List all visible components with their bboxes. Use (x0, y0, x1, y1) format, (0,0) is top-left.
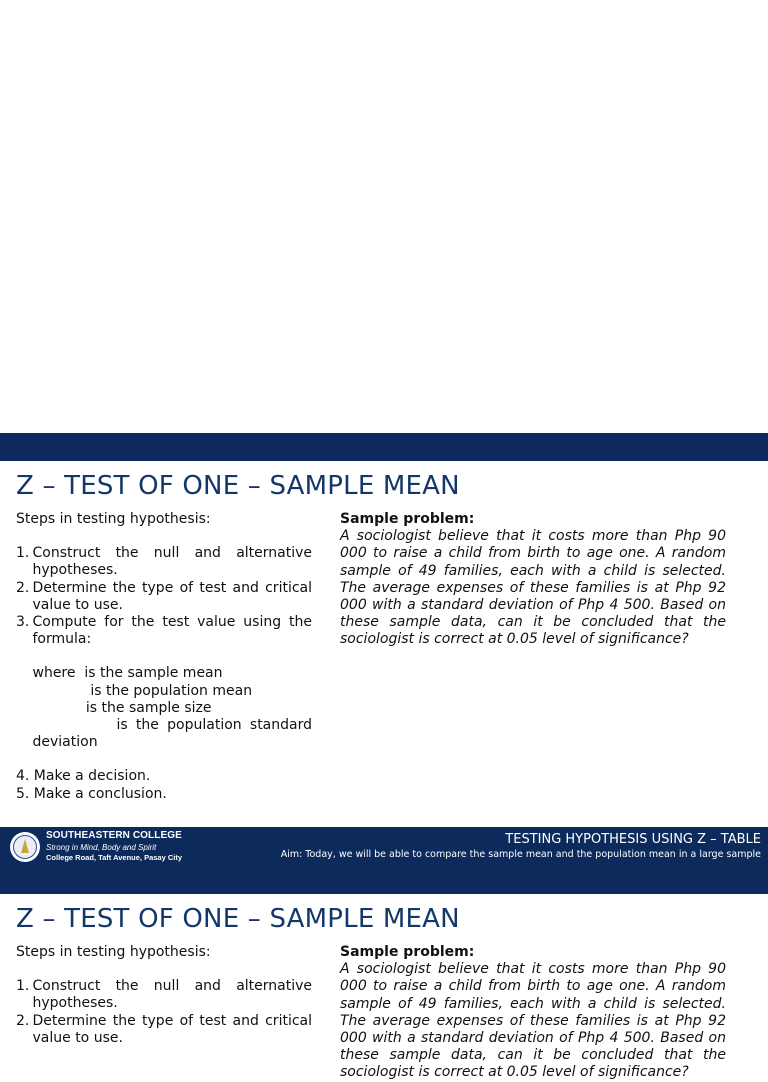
sample-problem (340, 944, 726, 1082)
slide-title: Z – TEST OF ONE – SAMPLE MEAN (16, 471, 460, 501)
college-motto: Strong in Mind, Body and Spirit (46, 843, 157, 852)
steps-intro: Steps in testing hypothesis: (16, 944, 211, 960)
where-line: is the population standard deviation (32, 717, 312, 751)
final-steps (16, 768, 312, 802)
steps-column (16, 944, 312, 1047)
lesson-aim: Aim: Today, we will be able to compare the sample mean and the population mean in a large sample (280, 849, 761, 860)
step-item: 5. Make a conclusion. (16, 785, 167, 802)
lesson-topic: TESTING HYPOTHESIS USING Z – TABLE (505, 832, 761, 847)
step-item: 1. Construct the null and alternative hypotheses. (16, 978, 312, 1012)
steps-column (16, 511, 312, 803)
step-item: 3. Compute for the test value using the formula: (16, 614, 312, 648)
formula-definitions (16, 665, 312, 751)
sample-problem-title: Sample problem: (340, 944, 475, 960)
slide-title: Z – TEST OF ONE – SAMPLE MEAN (16, 904, 460, 934)
where-line: is the sample size (32, 699, 212, 716)
step-item: 4. Make a decision. (16, 768, 151, 785)
where-line: where is the sample mean (32, 665, 223, 682)
sample-problem-text: A sociologist believe that it costs more than Php 90 000 to raise a child from birth to age one. A random sample of 49 families, each with a child is selected. The average expenses of these families is at Php 92 000 with a standard deviation of Php 4 500. Based on these sample data, can it be concluded that the sociologist is correct at 0.05 level of significance? (340, 961, 726, 1081)
footer-band (0, 827, 768, 866)
steps-list (16, 978, 312, 1047)
blank-area (0, 0, 768, 433)
step-item: 2. Determine the type of test and critical value to use. (16, 1012, 312, 1046)
sample-problem-title: Sample problem: (340, 511, 475, 527)
slide-2 (0, 866, 768, 1081)
slide-1 (0, 433, 768, 866)
where-line: is the population mean (32, 682, 253, 699)
sample-problem-text: A sociologist believe that it costs more than Php 90 000 to raise a child from birth to age one. A random sample of 49 families, each with a child is selected. The average expenses of these families is at Php 92 000 with a standard deviation of Php 4 500. Based on these sample data, can it be concluded that the sociologist is correct at 0.05 level of significance? (340, 528, 726, 648)
header-band (0, 866, 768, 894)
step-item: 1. Construct the null and alternative hypotheses. (16, 545, 312, 579)
college-name: SOUTHEASTERN COLLEGE (46, 830, 182, 841)
step-item: 2. Determine the type of test and critical value to use. (16, 579, 312, 613)
header-band (0, 433, 768, 461)
sample-problem (340, 511, 726, 649)
college-block (46, 830, 182, 862)
college-address: College Road, Taft Avenue, Pasay City (46, 853, 183, 862)
college-seal-icon (10, 832, 40, 862)
steps-list (16, 545, 312, 648)
steps-intro: Steps in testing hypothesis: (16, 511, 211, 527)
